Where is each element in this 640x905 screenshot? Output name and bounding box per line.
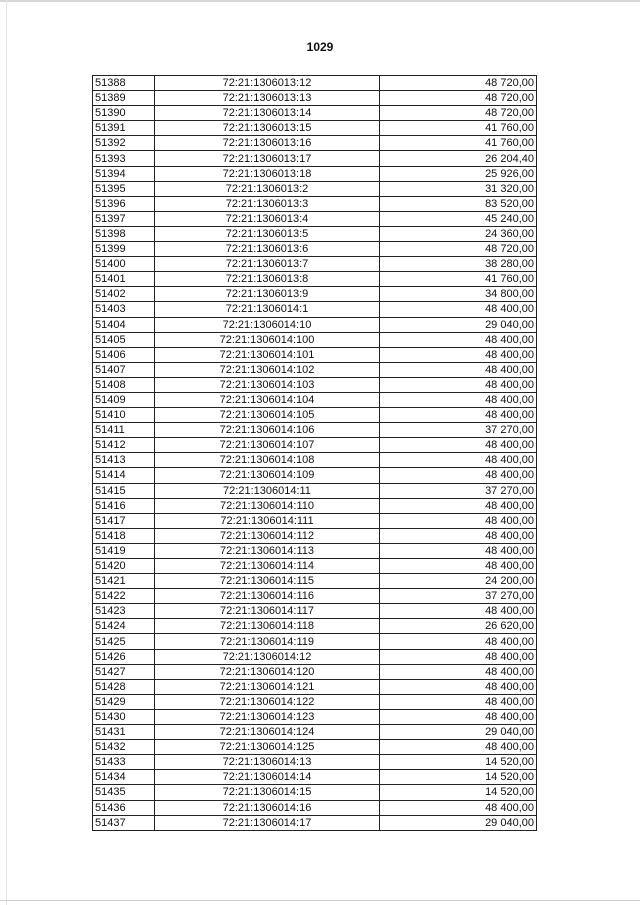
row-number-cell: 51416 bbox=[93, 498, 155, 513]
cadastral-value-cell: 48 400,00 bbox=[380, 438, 537, 453]
cadastral-number-cell: 72:21:1306013:18 bbox=[155, 166, 380, 181]
table-row bbox=[93, 332, 537, 347]
row-number-cell: 51409 bbox=[93, 392, 155, 407]
row-number-cell: 51424 bbox=[93, 619, 155, 634]
cadastral-number-cell: 72:21:1306013:4 bbox=[155, 211, 380, 226]
cadastral-number-cell: 72:21:1306014:119 bbox=[155, 634, 380, 649]
cadastral-number-cell: 72:21:1306013:12 bbox=[155, 76, 380, 91]
table-row bbox=[93, 619, 537, 634]
cadastral-value-cell: 37 270,00 bbox=[380, 483, 537, 498]
cadastral-value-cell: 38 280,00 bbox=[380, 257, 537, 272]
cadastral-value-cell: 48 720,00 bbox=[380, 91, 537, 106]
table-row bbox=[93, 272, 537, 287]
cadastral-number-cell: 72:21:1306013:6 bbox=[155, 242, 380, 257]
cadastral-number-cell: 72:21:1306014:103 bbox=[155, 377, 380, 392]
row-number-cell: 51412 bbox=[93, 438, 155, 453]
cadastral-value-cell: 48 720,00 bbox=[380, 242, 537, 257]
cadastral-number-cell: 72:21:1306013:9 bbox=[155, 287, 380, 302]
cadastral-value-cell: 34 800,00 bbox=[380, 287, 537, 302]
cadastral-number-cell: 72:21:1306014:16 bbox=[155, 800, 380, 815]
table-row bbox=[93, 725, 537, 740]
scan-edge-left bbox=[6, 0, 7, 905]
row-number-cell: 51426 bbox=[93, 649, 155, 664]
cadastral-value-cell: 48 720,00 bbox=[380, 76, 537, 91]
scan-edge-bottom bbox=[0, 900, 640, 901]
table-row bbox=[93, 438, 537, 453]
row-number-cell: 51421 bbox=[93, 574, 155, 589]
cadastral-value-cell: 48 400,00 bbox=[380, 740, 537, 755]
row-number-cell: 51389 bbox=[93, 91, 155, 106]
cadastral-number-cell: 72:21:1306014:15 bbox=[155, 785, 380, 800]
cadastral-number-cell: 72:21:1306013:17 bbox=[155, 151, 380, 166]
table-row bbox=[93, 136, 537, 151]
table-row bbox=[93, 362, 537, 377]
cadastral-number-cell: 72:21:1306014:114 bbox=[155, 559, 380, 574]
scan-edge-top bbox=[0, 0, 640, 2]
row-number-cell: 51427 bbox=[93, 664, 155, 679]
cadastral-value-cell: 48 400,00 bbox=[380, 453, 537, 468]
row-number-cell: 51395 bbox=[93, 181, 155, 196]
row-number-cell: 51415 bbox=[93, 483, 155, 498]
cadastral-value-cell: 48 400,00 bbox=[380, 800, 537, 815]
table-row bbox=[93, 559, 537, 574]
cadastral-number-cell: 72:21:1306014:115 bbox=[155, 574, 380, 589]
table-row bbox=[93, 709, 537, 724]
table-row bbox=[93, 226, 537, 241]
cadastral-value-cell: 48 400,00 bbox=[380, 559, 537, 574]
table-row bbox=[93, 287, 537, 302]
page-number: 1029 bbox=[306, 40, 334, 54]
row-number-cell: 51434 bbox=[93, 770, 155, 785]
cadastral-number-cell: 72:21:1306014:105 bbox=[155, 408, 380, 423]
cadastral-value-cell: 48 400,00 bbox=[380, 513, 537, 528]
cadastral-number-cell: 72:21:1306013:2 bbox=[155, 181, 380, 196]
cadastral-number-cell: 72:21:1306014:1 bbox=[155, 302, 380, 317]
row-number-cell: 51405 bbox=[93, 332, 155, 347]
row-number-cell: 51418 bbox=[93, 528, 155, 543]
cadastral-value-cell: 29 040,00 bbox=[380, 725, 537, 740]
cadastral-value-cell: 48 400,00 bbox=[380, 408, 537, 423]
table-row bbox=[93, 528, 537, 543]
cadastral-value-cell: 26 204,40 bbox=[380, 151, 537, 166]
cadastral-value-cell: 48 400,00 bbox=[380, 679, 537, 694]
table-row bbox=[93, 408, 537, 423]
cadastral-number-cell: 72:21:1306013:3 bbox=[155, 196, 380, 211]
cadastral-number-cell: 72:21:1306013:14 bbox=[155, 106, 380, 121]
cadastral-value-cell: 24 200,00 bbox=[380, 574, 537, 589]
cadastral-value-cell: 48 400,00 bbox=[380, 332, 537, 347]
cadastral-value-cell: 48 400,00 bbox=[380, 649, 537, 664]
table-body bbox=[93, 76, 537, 831]
table-row bbox=[93, 453, 537, 468]
table-row bbox=[93, 468, 537, 483]
cadastral-number-cell: 72:21:1306014:13 bbox=[155, 755, 380, 770]
cadastral-number-cell: 72:21:1306014:117 bbox=[155, 604, 380, 619]
cadastral-value-cell: 45 240,00 bbox=[380, 211, 537, 226]
table-row bbox=[93, 604, 537, 619]
table-row bbox=[93, 483, 537, 498]
cadastral-value-cell: 24 360,00 bbox=[380, 226, 537, 241]
cadastral-number-cell: 72:21:1306014:118 bbox=[155, 619, 380, 634]
cadastral-value-cell: 48 400,00 bbox=[380, 362, 537, 377]
row-number-cell: 51411 bbox=[93, 423, 155, 438]
cadastral-number-cell: 72:21:1306014:17 bbox=[155, 815, 380, 830]
row-number-cell: 51403 bbox=[93, 302, 155, 317]
table-row bbox=[93, 740, 537, 755]
cadastral-value-cell: 48 400,00 bbox=[380, 302, 537, 317]
cadastral-number-cell: 72:21:1306014:11 bbox=[155, 483, 380, 498]
cadastral-number-cell: 72:21:1306014:10 bbox=[155, 317, 380, 332]
cadastral-value-cell: 14 520,00 bbox=[380, 785, 537, 800]
row-number-cell: 51393 bbox=[93, 151, 155, 166]
row-number-cell: 51398 bbox=[93, 226, 155, 241]
cadastral-number-cell: 72:21:1306014:101 bbox=[155, 347, 380, 362]
table-row bbox=[93, 106, 537, 121]
cadastral-value-cell: 14 520,00 bbox=[380, 755, 537, 770]
table-row bbox=[93, 121, 537, 136]
cadastral-value-cell: 37 270,00 bbox=[380, 423, 537, 438]
table-row bbox=[93, 815, 537, 830]
table-row bbox=[93, 755, 537, 770]
cadastral-value-cell: 48 400,00 bbox=[380, 543, 537, 558]
row-number-cell: 51420 bbox=[93, 559, 155, 574]
row-number-cell: 51391 bbox=[93, 121, 155, 136]
cadastral-number-cell: 72:21:1306013:13 bbox=[155, 91, 380, 106]
row-number-cell: 51428 bbox=[93, 679, 155, 694]
row-number-cell: 51414 bbox=[93, 468, 155, 483]
cadastral-value-cell: 48 400,00 bbox=[380, 604, 537, 619]
table-row bbox=[93, 513, 537, 528]
table-row bbox=[93, 317, 537, 332]
cadastral-value-cell: 48 720,00 bbox=[380, 106, 537, 121]
row-number-cell: 51436 bbox=[93, 800, 155, 815]
cadastral-value-cell: 48 400,00 bbox=[380, 392, 537, 407]
cadastral-value-cell: 48 400,00 bbox=[380, 468, 537, 483]
cadastral-value-cell: 48 400,00 bbox=[380, 498, 537, 513]
cadastral-value-cell: 25 926,00 bbox=[380, 166, 537, 181]
table-row bbox=[93, 423, 537, 438]
cadastral-number-cell: 72:21:1306014:107 bbox=[155, 438, 380, 453]
row-number-cell: 51399 bbox=[93, 242, 155, 257]
cadastral-number-cell: 72:21:1306013:5 bbox=[155, 226, 380, 241]
cadastral-value-table bbox=[92, 75, 537, 831]
cadastral-value-cell: 41 760,00 bbox=[380, 272, 537, 287]
cadastral-value-cell: 37 270,00 bbox=[380, 589, 537, 604]
table-row bbox=[93, 634, 537, 649]
row-number-cell: 51400 bbox=[93, 257, 155, 272]
row-number-cell: 51408 bbox=[93, 377, 155, 392]
row-number-cell: 51396 bbox=[93, 196, 155, 211]
table-row bbox=[93, 694, 537, 709]
row-number-cell: 51407 bbox=[93, 362, 155, 377]
row-number-cell: 51422 bbox=[93, 589, 155, 604]
table-row bbox=[93, 543, 537, 558]
cadastral-number-cell: 72:21:1306014:111 bbox=[155, 513, 380, 528]
cadastral-number-cell: 72:21:1306014:120 bbox=[155, 664, 380, 679]
cadastral-value-cell: 29 040,00 bbox=[380, 815, 537, 830]
table-row bbox=[93, 649, 537, 664]
table-row bbox=[93, 151, 537, 166]
cadastral-value-cell: 41 760,00 bbox=[380, 121, 537, 136]
cadastral-number-cell: 72:21:1306014:108 bbox=[155, 453, 380, 468]
cadastral-number-cell: 72:21:1306013:8 bbox=[155, 272, 380, 287]
table-row bbox=[93, 181, 537, 196]
row-number-cell: 51429 bbox=[93, 694, 155, 709]
row-number-cell: 51425 bbox=[93, 634, 155, 649]
table-row bbox=[93, 589, 537, 604]
cadastral-number-cell: 72:21:1306014:102 bbox=[155, 362, 380, 377]
cadastral-value-cell: 48 400,00 bbox=[380, 377, 537, 392]
row-number-cell: 51433 bbox=[93, 755, 155, 770]
table-row bbox=[93, 302, 537, 317]
cadastral-number-cell: 72:21:1306013:7 bbox=[155, 257, 380, 272]
table-row bbox=[93, 76, 537, 91]
table-row bbox=[93, 770, 537, 785]
row-number-cell: 51406 bbox=[93, 347, 155, 362]
cadastral-number-cell: 72:21:1306014:113 bbox=[155, 543, 380, 558]
row-number-cell: 51430 bbox=[93, 709, 155, 724]
cadastral-number-cell: 72:21:1306014:100 bbox=[155, 332, 380, 347]
cadastral-value-cell: 48 400,00 bbox=[380, 634, 537, 649]
table-row bbox=[93, 91, 537, 106]
row-number-cell: 51431 bbox=[93, 725, 155, 740]
cadastral-number-cell: 72:21:1306014:104 bbox=[155, 392, 380, 407]
row-number-cell: 51419 bbox=[93, 543, 155, 558]
table-row bbox=[93, 211, 537, 226]
row-number-cell: 51423 bbox=[93, 604, 155, 619]
cadastral-value-cell: 48 400,00 bbox=[380, 347, 537, 362]
row-number-cell: 51401 bbox=[93, 272, 155, 287]
row-number-cell: 51437 bbox=[93, 815, 155, 830]
row-number-cell: 51394 bbox=[93, 166, 155, 181]
cadastral-value-cell: 48 400,00 bbox=[380, 664, 537, 679]
table-row bbox=[93, 785, 537, 800]
table-row bbox=[93, 800, 537, 815]
row-number-cell: 51435 bbox=[93, 785, 155, 800]
table-row bbox=[93, 257, 537, 272]
cadastral-number-cell: 72:21:1306014:123 bbox=[155, 709, 380, 724]
cadastral-value-cell: 48 400,00 bbox=[380, 528, 537, 543]
cadastral-number-cell: 72:21:1306013:16 bbox=[155, 136, 380, 151]
table-row bbox=[93, 166, 537, 181]
table-row bbox=[93, 377, 537, 392]
row-number-cell: 51432 bbox=[93, 740, 155, 755]
row-number-cell: 51388 bbox=[93, 76, 155, 91]
row-number-cell: 51410 bbox=[93, 408, 155, 423]
cadastral-value-cell: 48 400,00 bbox=[380, 694, 537, 709]
cadastral-number-cell: 72:21:1306014:12 bbox=[155, 649, 380, 664]
cadastral-value-cell: 26 620,00 bbox=[380, 619, 537, 634]
table-row bbox=[93, 392, 537, 407]
cadastral-value-cell: 83 520,00 bbox=[380, 196, 537, 211]
cadastral-value-cell: 29 040,00 bbox=[380, 317, 537, 332]
cadastral-number-cell: 72:21:1306014:14 bbox=[155, 770, 380, 785]
cadastral-value-cell: 14 520,00 bbox=[380, 770, 537, 785]
row-number-cell: 51392 bbox=[93, 136, 155, 151]
table-row bbox=[93, 498, 537, 513]
row-number-cell: 51413 bbox=[93, 453, 155, 468]
table-row bbox=[93, 664, 537, 679]
cadastral-number-cell: 72:21:1306014:112 bbox=[155, 528, 380, 543]
cadastral-value-cell: 31 320,00 bbox=[380, 181, 537, 196]
row-number-cell: 51417 bbox=[93, 513, 155, 528]
cadastral-value-cell: 41 760,00 bbox=[380, 136, 537, 151]
cadastral-value-cell: 48 400,00 bbox=[380, 709, 537, 724]
table-row bbox=[93, 242, 537, 257]
cadastral-number-cell: 72:21:1306014:110 bbox=[155, 498, 380, 513]
table-row bbox=[93, 679, 537, 694]
row-number-cell: 51404 bbox=[93, 317, 155, 332]
cadastral-number-cell: 72:21:1306014:124 bbox=[155, 725, 380, 740]
table-row bbox=[93, 196, 537, 211]
cadastral-number-cell: 72:21:1306014:116 bbox=[155, 589, 380, 604]
cadastral-number-cell: 72:21:1306013:15 bbox=[155, 121, 380, 136]
cadastral-number-cell: 72:21:1306014:122 bbox=[155, 694, 380, 709]
cadastral-number-cell: 72:21:1306014:109 bbox=[155, 468, 380, 483]
cadastral-number-cell: 72:21:1306014:106 bbox=[155, 423, 380, 438]
cadastral-number-cell: 72:21:1306014:125 bbox=[155, 740, 380, 755]
table-row bbox=[93, 347, 537, 362]
row-number-cell: 51397 bbox=[93, 211, 155, 226]
table-row bbox=[93, 574, 537, 589]
row-number-cell: 51402 bbox=[93, 287, 155, 302]
cadastral-number-cell: 72:21:1306014:121 bbox=[155, 679, 380, 694]
row-number-cell: 51390 bbox=[93, 106, 155, 121]
